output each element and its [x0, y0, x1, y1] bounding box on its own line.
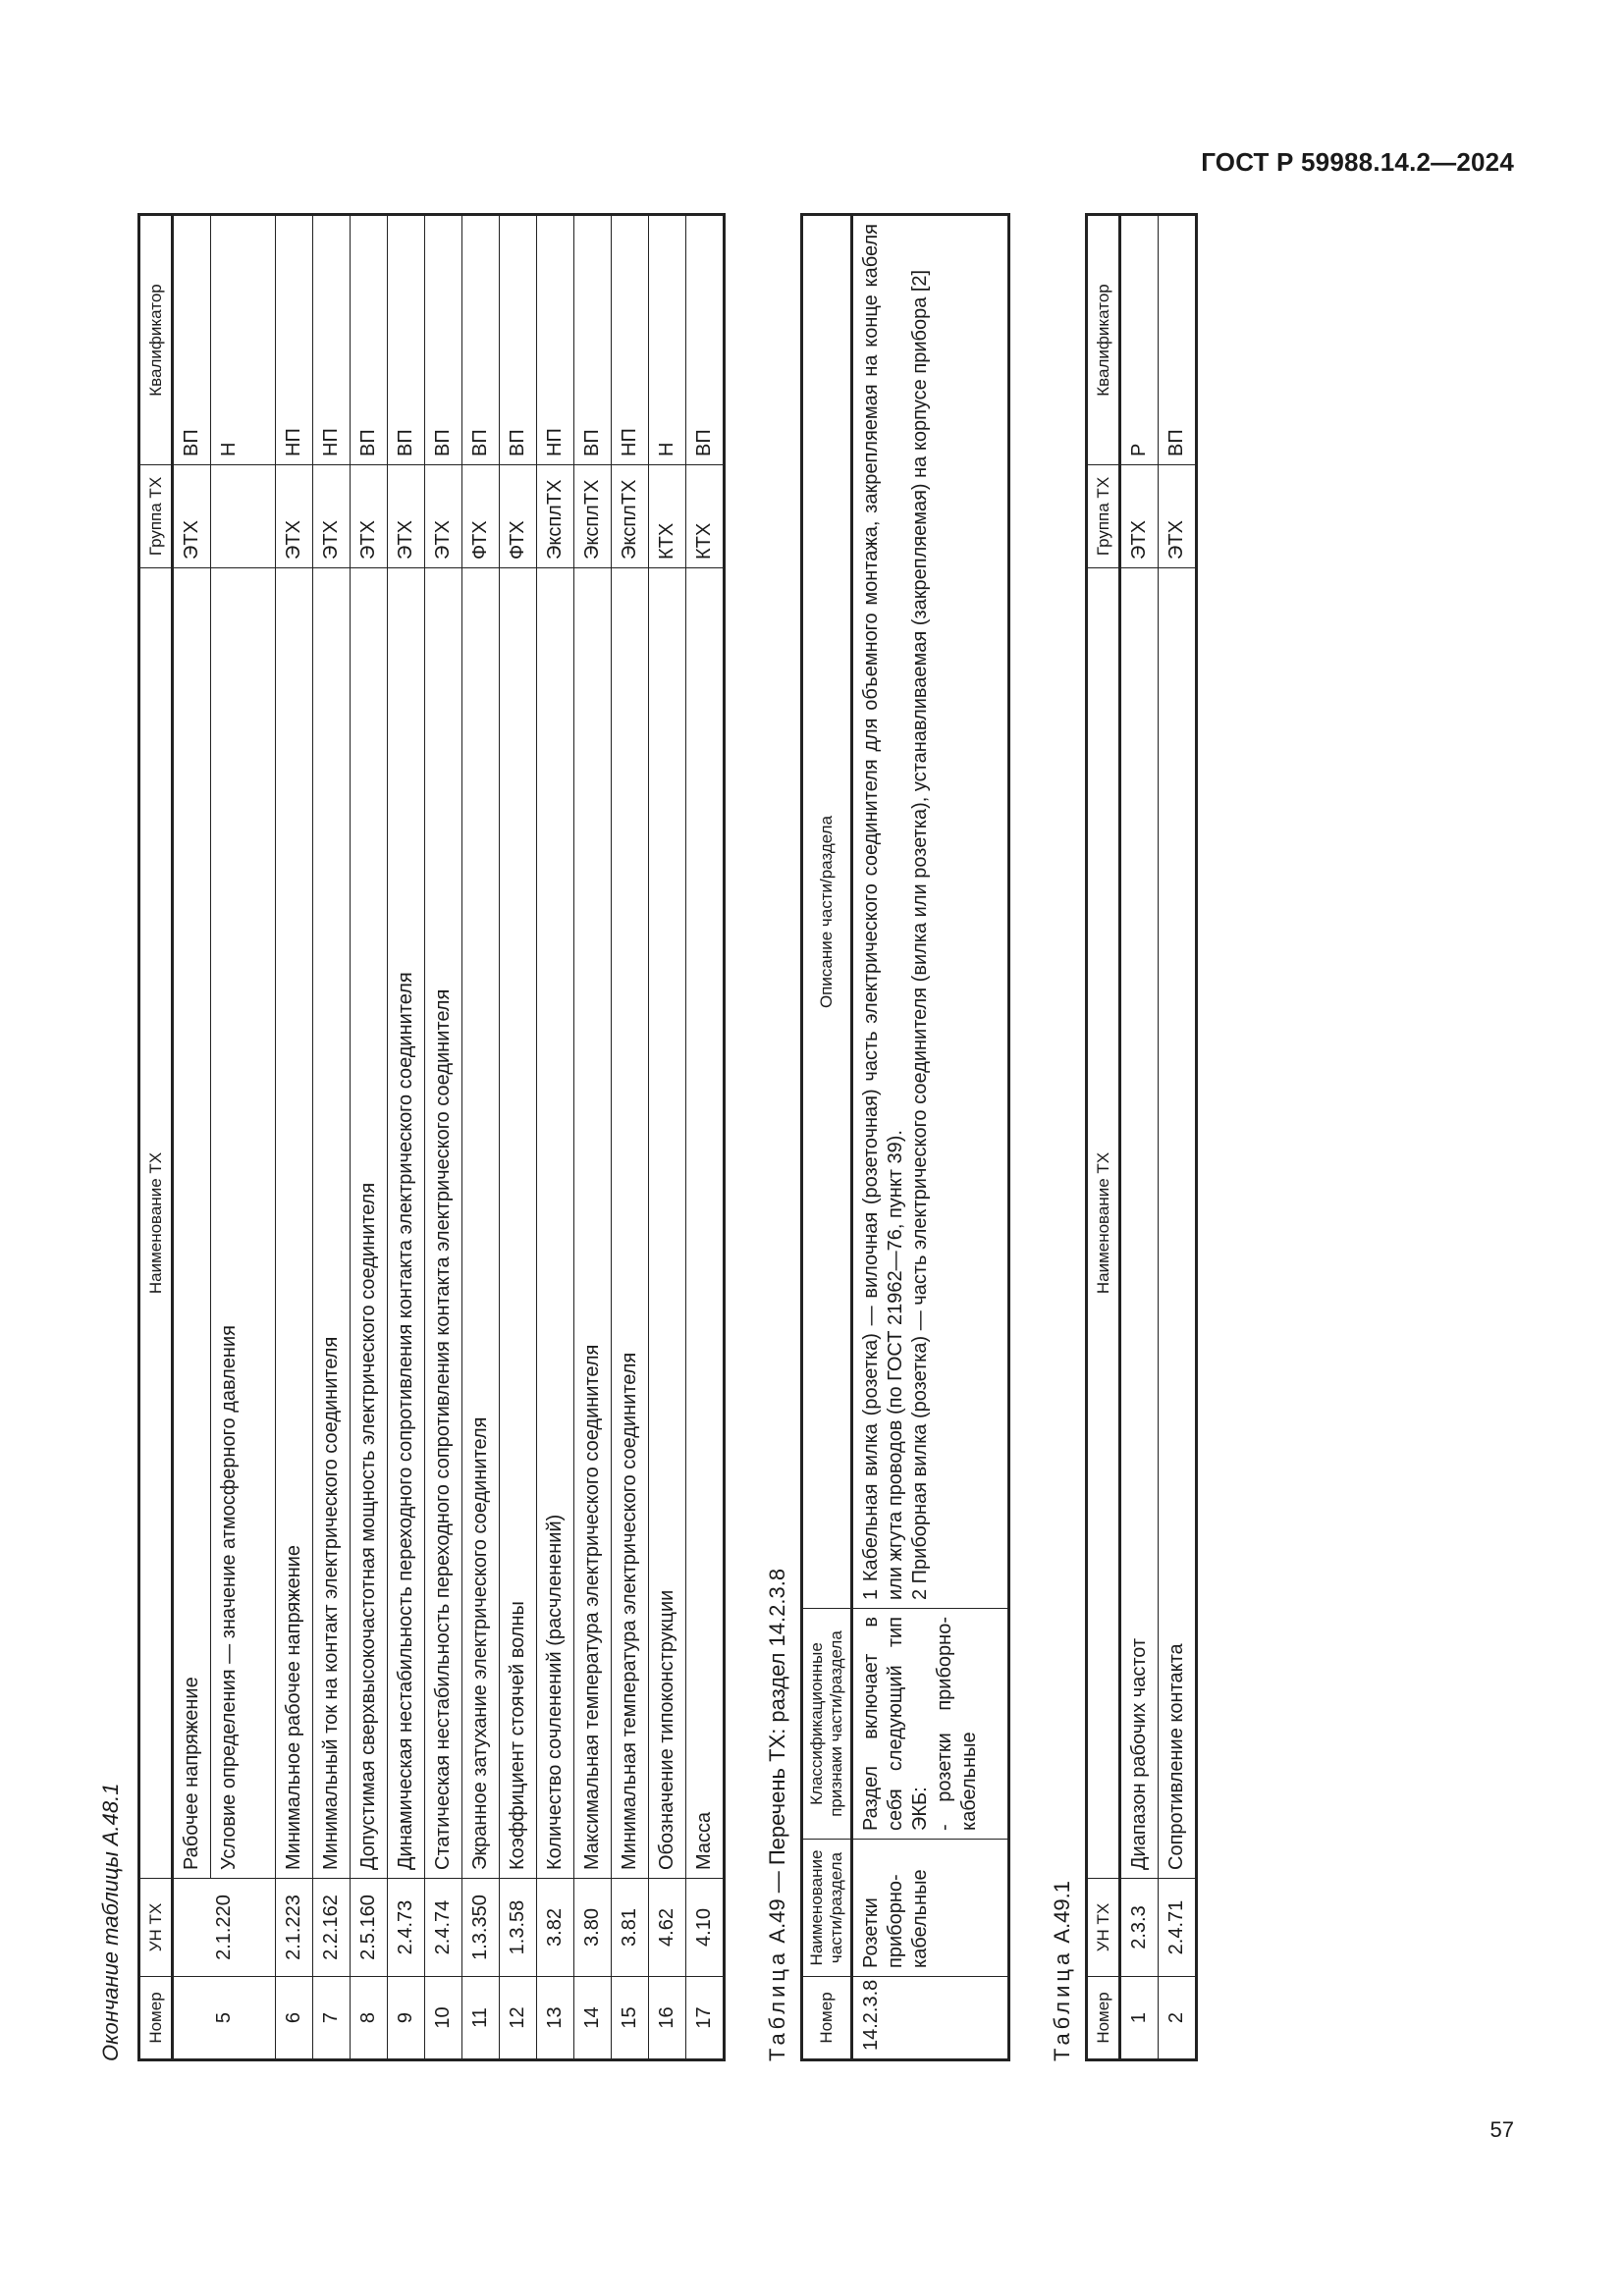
- col-code: УН ТХ: [1087, 1879, 1120, 1977]
- table-row: [1159, 215, 1197, 2060]
- cell-code: 4.10: [686, 1879, 725, 1977]
- table-row: [852, 215, 1009, 2060]
- cell-code: 3.82: [537, 1879, 574, 1977]
- rotated-content: [98, 216, 1443, 2061]
- cell-qualifier: Н: [649, 215, 686, 465]
- table-row: [313, 215, 351, 2060]
- cell-code: 4.62: [649, 1879, 686, 1977]
- caption-text: А.49.1: [1050, 1881, 1074, 1944]
- cell-group: ЭТХ: [276, 465, 313, 568]
- features-item: - розетки приборно-кабельные: [934, 1617, 980, 1831]
- cell-group: ФТХ: [500, 465, 537, 568]
- cell-name: Минимальная температура электрического соединителя: [612, 568, 649, 1879]
- cell-number: 13: [537, 1977, 574, 2060]
- table-row: [173, 215, 211, 2060]
- cell-name: Минимальный ток на контакт электрического соединителя: [313, 568, 351, 1879]
- table-row: [388, 215, 425, 2060]
- cell-group: КТХ: [649, 465, 686, 568]
- table-row: [612, 215, 649, 2060]
- table-row: [211, 215, 276, 2060]
- cell-group: ФТХ: [462, 465, 500, 568]
- cell-code: 3.80: [574, 1879, 612, 1977]
- cell-name: Условие определения — значение атмосферного давления: [211, 568, 276, 1879]
- cell-name: Количество сочленений (расчленений): [537, 568, 574, 1879]
- cell-name: Статическая нестабильность переходного сопротивления контакта электрического соединителя: [425, 568, 462, 1879]
- cell-name: Минимальное рабочее напряжение: [276, 568, 313, 1879]
- cell-code: 2.5.160: [351, 1879, 388, 1977]
- cell-qualifier: ВП: [686, 215, 725, 465]
- cell-number: 7: [313, 1977, 351, 2060]
- cell-code: 2.4.74: [425, 1879, 462, 1977]
- features-intro: Раздел включает в себя следующий тип ЭКБ:: [860, 1617, 931, 1831]
- table-row: [425, 215, 462, 2060]
- caption-text: А.49 — Перечень ТХ: раздел 14.2.3.8: [765, 1568, 789, 1944]
- cell-qualifier: НП: [276, 215, 313, 465]
- col-number: Номер: [802, 1977, 852, 2060]
- table-a49-caption: [765, 216, 790, 2061]
- cell-code: 2.2.162: [313, 1879, 351, 1977]
- cell-number: 1: [1120, 1977, 1159, 2060]
- caption-prefix: Таблица: [1050, 1949, 1074, 2061]
- cell-name: Динамическая нестабильность переходного сопротивления контакта электрического соединителя: [388, 568, 425, 1879]
- cell-qualifier: ВП: [1159, 215, 1197, 465]
- col-description: Описание части/раздела: [802, 215, 852, 1609]
- table-header-row: [139, 215, 173, 2060]
- cell-group: ЭТХ: [173, 465, 211, 568]
- cell-name: Сопротивление контакта: [1159, 568, 1197, 1879]
- cell-code: 1.3.58: [500, 1879, 537, 1977]
- cell-number: 2: [1159, 1977, 1197, 2060]
- table-row: [649, 215, 686, 2060]
- table-row: [276, 215, 313, 2060]
- cell-group: [211, 465, 276, 568]
- cell-number: 14: [574, 1977, 612, 2060]
- cell-code: 2.1.220: [173, 1879, 276, 1977]
- cell-section-name: Розетки приборно-кабельные: [852, 1840, 1009, 1977]
- cell-number: 14.2.3.8: [852, 1977, 1009, 2060]
- cell-qualifier: НП: [313, 215, 351, 465]
- cell-number: 15: [612, 1977, 649, 2060]
- cell-name: Масса: [686, 568, 725, 1879]
- cell-qualifier: НП: [612, 215, 649, 465]
- col-qualifier: Квалификатор: [1087, 215, 1120, 465]
- col-number: Номер: [1087, 1977, 1120, 2060]
- cell-qualifier: НП: [537, 215, 574, 465]
- page-number: 57: [1489, 2117, 1514, 2142]
- cell-number: 9: [388, 1977, 425, 2060]
- table-row: [351, 215, 388, 2060]
- cell-qualifier: ВП: [173, 215, 211, 465]
- cell-group: ЭТХ: [313, 465, 351, 568]
- cell-group: ЭТХ: [1159, 465, 1197, 568]
- cell-number: 17: [686, 1977, 725, 2060]
- table-header-row: [1087, 215, 1120, 2060]
- col-qualifier: Квалификатор: [139, 215, 173, 465]
- cell-group: ЭТХ: [425, 465, 462, 568]
- cell-number: 10: [425, 1977, 462, 2060]
- col-section-name: Наименование части/раздела: [802, 1840, 852, 1977]
- cell-name: Максимальная температура электрического соединителя: [574, 568, 612, 1879]
- table-a48-1-caption: Окончание таблицы А.48.1: [98, 1783, 123, 2061]
- col-name: Наименование ТХ: [139, 568, 173, 1879]
- col-number: Номер: [139, 1977, 173, 2060]
- cell-qualifier: ВП: [425, 215, 462, 465]
- cell-number: 6: [276, 1977, 313, 2060]
- cell-number: 8: [351, 1977, 388, 2060]
- col-features: Классификационные признаки части/раздела: [802, 1609, 852, 1840]
- cell-name: Экранное затухание электрического соединителя: [462, 568, 500, 1879]
- cell-qualifier: Н: [211, 215, 276, 465]
- cell-code: 2.4.73: [388, 1879, 425, 1977]
- cell-number: 12: [500, 1977, 537, 2060]
- table-header-row: [802, 215, 852, 2060]
- cell-number: 11: [462, 1977, 500, 2060]
- cell-features: [852, 1609, 1009, 1840]
- cell-group: КТХ: [686, 465, 725, 568]
- cell-name: Коэффициент стоячей волны: [500, 568, 537, 1879]
- table-row: [462, 215, 500, 2060]
- cell-number: 16: [649, 1977, 686, 2060]
- cell-group: ЭТХ: [351, 465, 388, 568]
- description-item-2: 2 Приборная вилка (розетка) — часть электрического соединителя (вилка или розетка), устанавливаемая (закрепляемая) на корпусе прибора [2]: [909, 269, 931, 1600]
- table-row: [500, 215, 537, 2060]
- standard-header: ГОСТ Р 59988.14.2—2024: [1201, 147, 1514, 177]
- cell-code: 2.4.71: [1159, 1879, 1197, 1977]
- cell-code: 1.3.350: [462, 1879, 500, 1977]
- table-a48-1: [137, 213, 726, 2061]
- cell-qualifier: ВП: [462, 215, 500, 465]
- cell-code: 2.3.3: [1120, 1879, 1159, 1977]
- cell-name: Обозначение типоконструкции: [649, 568, 686, 1879]
- cell-name: Рабочее напряжение: [173, 568, 211, 1879]
- col-group: Группа ТХ: [1087, 465, 1120, 568]
- table-a49-1-caption: [1050, 216, 1075, 2061]
- caption-prefix: Таблица: [765, 1949, 789, 2061]
- table-row: [574, 215, 612, 2060]
- cell-qualifier: ВП: [574, 215, 612, 465]
- cell-code: 3.81: [612, 1879, 649, 1977]
- cell-qualifier: ВП: [351, 215, 388, 465]
- cell-name: Диапазон рабочих частот: [1120, 568, 1159, 1879]
- description-item-1: 1 Кабельная вилка (розетка) — вилочная (розеточная) часть электрического соединителя для объемного монтажа, закрепляемая на конце кабеля или жгута проводов (по ГОСТ 21962—76, пункт 39).: [860, 224, 906, 1600]
- table-row: [686, 215, 725, 2060]
- cell-description: [852, 215, 1009, 1609]
- cell-qualifier: ВП: [388, 215, 425, 465]
- table-a49: [800, 213, 1010, 2061]
- cell-group: ЭксплТХ: [537, 465, 574, 568]
- table-row: [537, 215, 574, 2060]
- cell-group: ЭТХ: [388, 465, 425, 568]
- table-a49-1: [1085, 213, 1198, 2061]
- cell-group: ЭксплТХ: [612, 465, 649, 568]
- cell-code: 2.1.223: [276, 1879, 313, 1977]
- cell-number: 5: [173, 1977, 276, 2060]
- col-group: Группа ТХ: [139, 465, 173, 568]
- col-name: Наименование ТХ: [1087, 568, 1120, 1879]
- cell-group: ЭксплТХ: [574, 465, 612, 568]
- table-row: [1120, 215, 1159, 2060]
- cell-qualifier: ВП: [500, 215, 537, 465]
- cell-group: ЭТХ: [1120, 465, 1159, 568]
- col-code: УН ТХ: [139, 1879, 173, 1977]
- cell-qualifier: Р: [1120, 215, 1159, 465]
- cell-name: Допустимая сверхвысокочастотная мощность электрического соединителя: [351, 568, 388, 1879]
